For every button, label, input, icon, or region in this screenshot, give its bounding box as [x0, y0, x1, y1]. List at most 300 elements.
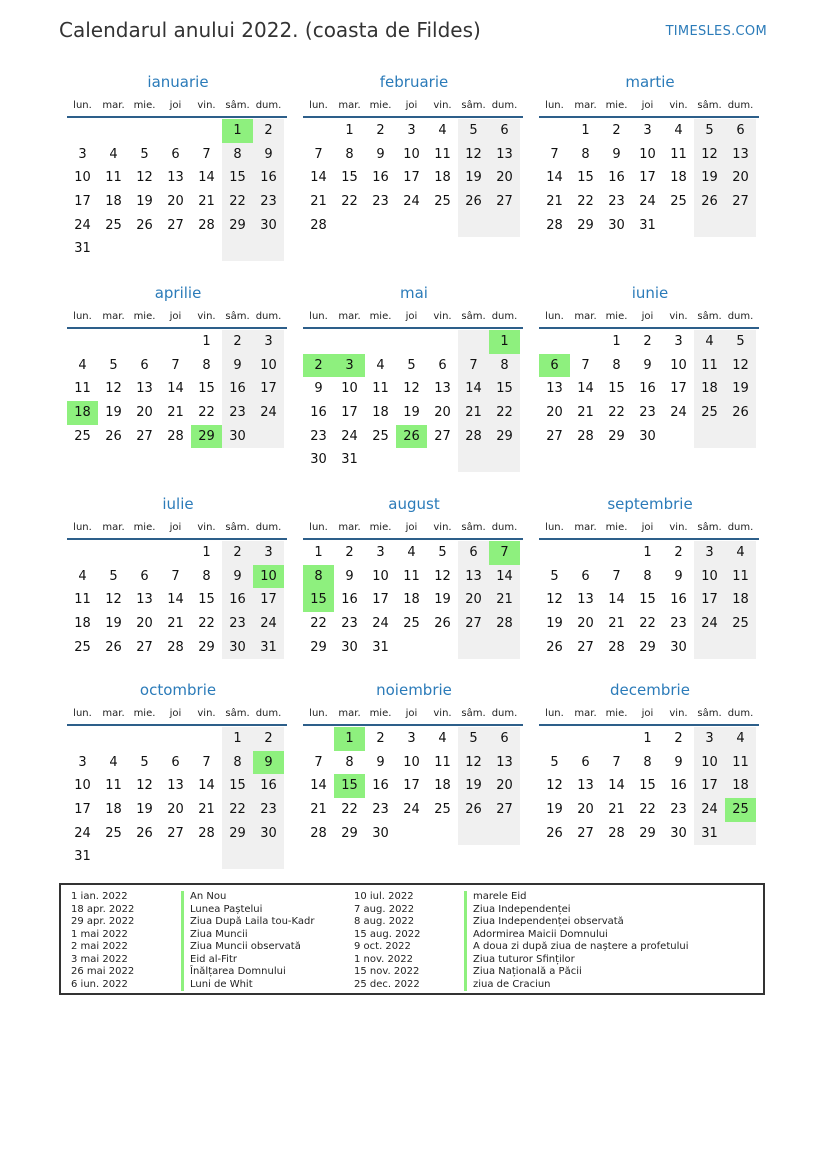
day-cell: 10 [694, 565, 725, 589]
day-cell: 25 [694, 401, 725, 425]
day-cell: 30 [310, 452, 327, 468]
day-cell: 23 [608, 194, 625, 210]
day-cell: 15 [577, 170, 594, 186]
day-cell: 6 [140, 568, 149, 584]
day-cell: 19 [136, 802, 153, 818]
week-row [303, 190, 525, 214]
legend-row [344, 916, 764, 929]
weekday-label: sâm. [697, 310, 722, 322]
day-cell: 17 [253, 588, 284, 612]
day-cell: 13 [167, 778, 184, 794]
weekday-label: lun. [73, 521, 92, 533]
day-cell: 5 [407, 357, 416, 373]
day-cell: 29 [222, 822, 253, 846]
day-cell-empty [489, 214, 520, 238]
holiday-day-cell: 6 [539, 354, 570, 378]
week-row [539, 401, 761, 425]
day-cell: 26 [105, 428, 122, 444]
month-martie [539, 72, 761, 237]
week-row [303, 425, 525, 449]
weekday-label: sâm. [697, 99, 722, 111]
day-cell: 26 [136, 825, 153, 841]
day-cell: 13 [458, 565, 489, 589]
day-cell: 22 [489, 401, 520, 425]
day-cell: 14 [167, 592, 184, 608]
month-title: iunie [631, 284, 669, 302]
day-cell: 6 [489, 119, 520, 143]
day-cell-empty [396, 214, 427, 238]
day-cell: 6 [581, 568, 590, 584]
holiday-name: Ziua După Laila tou-Kadr [181, 916, 314, 929]
weekday-label: sâm. [225, 521, 250, 533]
day-cell: 20 [136, 616, 153, 632]
week-row [539, 119, 761, 143]
day-cell: 29 [639, 639, 656, 655]
day-cell: 3 [253, 541, 284, 565]
day-cell: 27 [136, 428, 153, 444]
day-cell: 21 [489, 588, 520, 612]
day-cell: 27 [725, 190, 756, 214]
day-cell: 3 [253, 330, 284, 354]
weekday-label: mar. [574, 521, 597, 533]
day-cell: 18 [694, 377, 725, 401]
day-cell: 28 [198, 217, 215, 233]
day-cell: 24 [403, 194, 420, 210]
day-cell: 31 [639, 217, 656, 233]
day-cell: 2 [376, 731, 385, 746]
header-divider [303, 538, 523, 540]
day-cell: 13 [434, 381, 451, 397]
weekday-label: dum. [255, 99, 282, 111]
day-cell: 29 [639, 825, 656, 841]
legend-row [344, 904, 764, 917]
day-cell: 23 [372, 802, 389, 818]
day-cell-empty [365, 330, 396, 354]
day-cell: 8 [345, 146, 354, 162]
day-cell: 12 [546, 778, 563, 794]
week-row [539, 588, 761, 612]
day-cell: 25 [74, 428, 91, 444]
day-cell: 5 [694, 119, 725, 143]
day-cell: 25 [670, 194, 687, 210]
day-cell: 20 [167, 802, 184, 818]
weekday-label: joi [169, 521, 182, 533]
day-cell: 22 [341, 194, 358, 210]
day-cell: 17 [694, 588, 725, 612]
day-cell: 12 [694, 143, 725, 167]
week-row [539, 636, 761, 660]
day-cell: 1 [643, 545, 652, 560]
day-cell-empty [334, 330, 365, 354]
day-cell: 21 [310, 802, 327, 818]
week-row [303, 377, 525, 401]
holiday-day-cell: 7 [489, 541, 520, 565]
weekday-label: lun. [545, 99, 564, 111]
holiday-name: Ziua Muncii [181, 929, 248, 942]
day-cell: 17 [253, 377, 284, 401]
weekday-label: mie. [133, 99, 156, 111]
week-row [539, 214, 761, 238]
day-cell-empty [191, 845, 222, 869]
header-divider [539, 327, 759, 329]
day-cell: 4 [725, 727, 756, 751]
holiday-legend [59, 883, 765, 995]
day-cell-empty [129, 541, 160, 565]
day-cell: 25 [74, 639, 91, 655]
holiday-date: 29 apr. 2022 [71, 916, 135, 927]
week-row [303, 636, 525, 660]
day-cell: 27 [546, 428, 563, 444]
week-row [539, 727, 761, 751]
day-cell: 26 [458, 190, 489, 214]
day-cell: 1 [643, 731, 652, 746]
holiday-date: 6 iun. 2022 [71, 978, 128, 990]
day-cell: 3 [376, 545, 385, 560]
weekday-label: mar. [338, 521, 361, 533]
month-septembrie [539, 494, 761, 659]
week-row [539, 612, 761, 636]
week-row [539, 330, 761, 354]
day-cell: 4 [674, 123, 683, 138]
day-cell: 23 [372, 194, 389, 210]
day-cell: 9 [643, 357, 652, 373]
day-cell: 28 [167, 428, 184, 444]
week-row [303, 588, 525, 612]
day-cell: 14 [198, 170, 215, 186]
header-divider [539, 724, 759, 726]
day-cell: 10 [403, 146, 420, 162]
week-row [303, 565, 525, 589]
day-cell: 22 [639, 616, 656, 632]
day-cell: 5 [140, 754, 149, 770]
weekday-label: mie. [605, 99, 628, 111]
day-cell: 31 [694, 822, 725, 846]
weekday-label: joi [405, 707, 418, 719]
day-cell: 15 [639, 778, 656, 794]
week-row [67, 166, 289, 190]
header-divider [539, 538, 759, 540]
day-cell: 11 [694, 354, 725, 378]
weekday-label: vin. [433, 310, 452, 322]
day-cell: 16 [222, 377, 253, 401]
day-cell-empty [396, 448, 427, 472]
day-cell: 27 [136, 639, 153, 655]
day-cell: 28 [546, 217, 563, 233]
weekday-label: lun. [545, 521, 564, 533]
weekday-label: mie. [369, 521, 392, 533]
weekday-header [539, 305, 761, 327]
day-cell: 26 [434, 616, 451, 632]
legend-row [344, 891, 764, 904]
day-cell-empty [303, 727, 334, 751]
holiday-day-cell: 29 [191, 425, 222, 449]
holiday-date: 15 aug. 2022 [354, 928, 421, 940]
day-cell: 15 [639, 592, 656, 608]
day-cell: 2 [345, 545, 354, 560]
day-cell: 19 [105, 616, 122, 632]
day-cell: 24 [253, 612, 284, 636]
week-row [303, 727, 525, 751]
day-cell: 19 [694, 166, 725, 190]
day-cell: 3 [643, 123, 652, 138]
day-cell: 12 [403, 381, 420, 397]
legend-row [344, 954, 764, 967]
day-cell: 26 [546, 825, 563, 841]
day-cell: 18 [105, 802, 122, 818]
day-cell: 16 [253, 774, 284, 798]
day-cell-empty [601, 727, 632, 751]
weekday-label: mar. [574, 707, 597, 719]
day-cell-empty [98, 330, 129, 354]
weekday-label: sâm. [225, 707, 250, 719]
week-row [67, 774, 289, 798]
week-row [67, 237, 289, 261]
day-cell-empty [427, 214, 458, 238]
day-cell: 7 [550, 146, 559, 162]
legend-row [344, 929, 764, 942]
weekday-label: lun. [545, 707, 564, 719]
day-cell: 23 [222, 401, 253, 425]
weekday-label: dum. [255, 310, 282, 322]
weekday-label: mar. [574, 310, 597, 322]
holiday-day-cell: 18 [67, 401, 98, 425]
day-cell: 25 [105, 825, 122, 841]
week-row [303, 143, 525, 167]
day-cell-empty [191, 237, 222, 261]
day-cell: 9 [376, 754, 385, 770]
day-cell: 30 [253, 822, 284, 846]
weekday-label: joi [405, 521, 418, 533]
day-cell: 11 [403, 568, 420, 584]
day-cell-empty [725, 636, 756, 660]
weekday-label: vin. [433, 707, 452, 719]
day-cell-empty [725, 822, 756, 846]
month-title: ianuarie [147, 73, 209, 91]
day-cell: 13 [725, 143, 756, 167]
day-cell: 21 [577, 405, 594, 421]
day-cell: 10 [403, 754, 420, 770]
day-cell: 24 [74, 217, 91, 233]
week-row [303, 448, 525, 472]
holiday-name: Ziua tuturor Sfinților [464, 954, 575, 967]
day-cell-empty [222, 237, 253, 261]
weekday-header [303, 702, 525, 724]
week-row [67, 214, 289, 238]
day-cell: 18 [105, 194, 122, 210]
holiday-name: Ziua Muncii observată [181, 941, 301, 954]
weekday-label: lun. [545, 310, 564, 322]
weekday-label: mie. [605, 521, 628, 533]
day-cell: 18 [403, 592, 420, 608]
month-title: septembrie [607, 495, 693, 513]
weekday-label: joi [405, 99, 418, 111]
header-divider [539, 116, 759, 118]
day-cell-empty [129, 727, 160, 751]
day-cell-empty [458, 448, 489, 472]
legend-row [344, 941, 764, 954]
day-cell: 13 [546, 381, 563, 397]
day-cell: 12 [105, 381, 122, 397]
day-cell: 13 [577, 592, 594, 608]
weekday-label: vin. [197, 521, 216, 533]
week-row [303, 822, 525, 846]
day-cell: 27 [577, 825, 594, 841]
weekday-header [67, 94, 289, 116]
week-row [303, 330, 525, 354]
day-cell: 4 [109, 754, 118, 770]
day-cell: 9 [222, 565, 253, 589]
holiday-day-cell: 15 [303, 588, 334, 612]
day-cell: 2 [222, 541, 253, 565]
day-cell: 23 [310, 428, 327, 444]
weekday-label: vin. [669, 99, 688, 111]
weekday-label: dum. [491, 707, 518, 719]
header-divider [303, 724, 523, 726]
day-cell: 12 [105, 592, 122, 608]
month-octombrie [67, 680, 289, 869]
holiday-name: Ziua Independenței [464, 904, 571, 917]
day-cell: 20 [167, 194, 184, 210]
day-cell: 27 [489, 798, 520, 822]
day-cell-empty [191, 119, 222, 143]
day-cell: 1 [222, 727, 253, 751]
day-cell: 6 [140, 357, 149, 373]
day-cell: 5 [725, 330, 756, 354]
week-row [67, 401, 289, 425]
holiday-day-cell: 26 [396, 425, 427, 449]
day-cell: 13 [136, 381, 153, 397]
weekday-label: lun. [309, 521, 328, 533]
day-cell: 29 [222, 214, 253, 238]
weekday-label: mar. [102, 310, 125, 322]
day-cell: 23 [639, 405, 656, 421]
day-cell: 18 [372, 405, 389, 421]
week-row [67, 751, 289, 775]
week-row [539, 541, 761, 565]
day-cell-empty [570, 727, 601, 751]
day-cell: 11 [74, 381, 91, 397]
day-cell: 15 [341, 170, 358, 186]
day-cell: 25 [403, 616, 420, 632]
weekday-label: dum. [727, 99, 754, 111]
day-cell: 14 [546, 170, 563, 186]
day-cell: 31 [74, 849, 91, 865]
day-cell: 1 [612, 334, 621, 349]
legend-row [344, 966, 764, 979]
day-cell: 21 [608, 802, 625, 818]
day-cell-empty [253, 845, 284, 869]
day-cell: 16 [670, 592, 687, 608]
day-cell: 4 [407, 545, 416, 560]
page-title: Calendarul anului 2022. (coasta de Fildes) [59, 18, 481, 42]
day-cell-empty [160, 541, 191, 565]
day-cell: 10 [639, 146, 656, 162]
day-cell: 4 [376, 357, 385, 373]
day-cell-empty [489, 822, 520, 846]
day-cell: 6 [489, 727, 520, 751]
day-cell: 16 [372, 778, 389, 794]
weekday-label: joi [641, 521, 654, 533]
holiday-date: 18 apr. 2022 [71, 903, 135, 915]
day-cell: 8 [643, 754, 652, 770]
day-cell: 20 [725, 166, 756, 190]
day-cell: 7 [314, 754, 323, 770]
day-cell: 5 [458, 119, 489, 143]
weekday-label: vin. [433, 521, 452, 533]
day-cell: 16 [341, 592, 358, 608]
day-cell: 17 [694, 774, 725, 798]
week-row [303, 541, 525, 565]
weekday-label: mie. [133, 310, 156, 322]
month-title: octombrie [139, 681, 217, 699]
day-cell-empty [396, 822, 427, 846]
weekday-label: lun. [309, 310, 328, 322]
weekday-label: dum. [727, 521, 754, 533]
day-cell: 13 [136, 592, 153, 608]
day-cell-empty [160, 727, 191, 751]
month-aprilie [67, 283, 289, 448]
site-link[interactable]: TIMESLES.COM [665, 24, 767, 39]
month-title: august [388, 495, 440, 513]
day-cell: 8 [202, 568, 211, 584]
weekday-label: vin. [197, 99, 216, 111]
day-cell: 6 [171, 146, 180, 162]
weekday-label: mar. [102, 521, 125, 533]
holiday-day-cell: 8 [303, 565, 334, 589]
weekday-label: lun. [73, 99, 92, 111]
day-cell: 22 [222, 190, 253, 214]
holiday-date: 26 mai 2022 [71, 966, 135, 977]
day-cell: 18 [725, 774, 756, 798]
weekday-label: mar. [102, 707, 125, 719]
day-cell-empty [365, 214, 396, 238]
holiday-day-cell: 2 [303, 354, 334, 378]
day-cell: 12 [725, 354, 756, 378]
day-cell-empty [694, 214, 725, 238]
day-cell: 26 [725, 401, 756, 425]
day-cell-empty [458, 330, 489, 354]
day-cell: 24 [639, 194, 656, 210]
weekday-label: mar. [338, 707, 361, 719]
week-row [303, 166, 525, 190]
week-row [67, 727, 289, 751]
weekday-header [303, 516, 525, 538]
day-cell: 30 [253, 214, 284, 238]
weekday-label: sâm. [225, 310, 250, 322]
day-cell-empty [489, 448, 520, 472]
day-cell: 19 [403, 405, 420, 421]
day-cell-empty [98, 541, 129, 565]
week-row [67, 565, 289, 589]
holiday-name: Lunea Paștelui [181, 904, 262, 917]
holiday-name: Adormirea Maicii Domnului [464, 929, 608, 942]
day-cell: 30 [222, 425, 253, 449]
day-cell: 22 [310, 616, 327, 632]
weekday-label: sâm. [225, 99, 250, 111]
day-cell-empty [427, 822, 458, 846]
weekday-label: mie. [369, 99, 392, 111]
day-cell: 31 [372, 639, 389, 655]
day-cell: 5 [438, 545, 447, 560]
day-cell: 30 [341, 639, 358, 655]
day-cell: 27 [577, 639, 594, 655]
holiday-date: 9 oct. 2022 [354, 941, 411, 952]
week-row [67, 425, 289, 449]
day-cell: 22 [222, 798, 253, 822]
week-row [539, 798, 761, 822]
day-cell: 10 [341, 381, 358, 397]
day-cell-empty [191, 727, 222, 751]
